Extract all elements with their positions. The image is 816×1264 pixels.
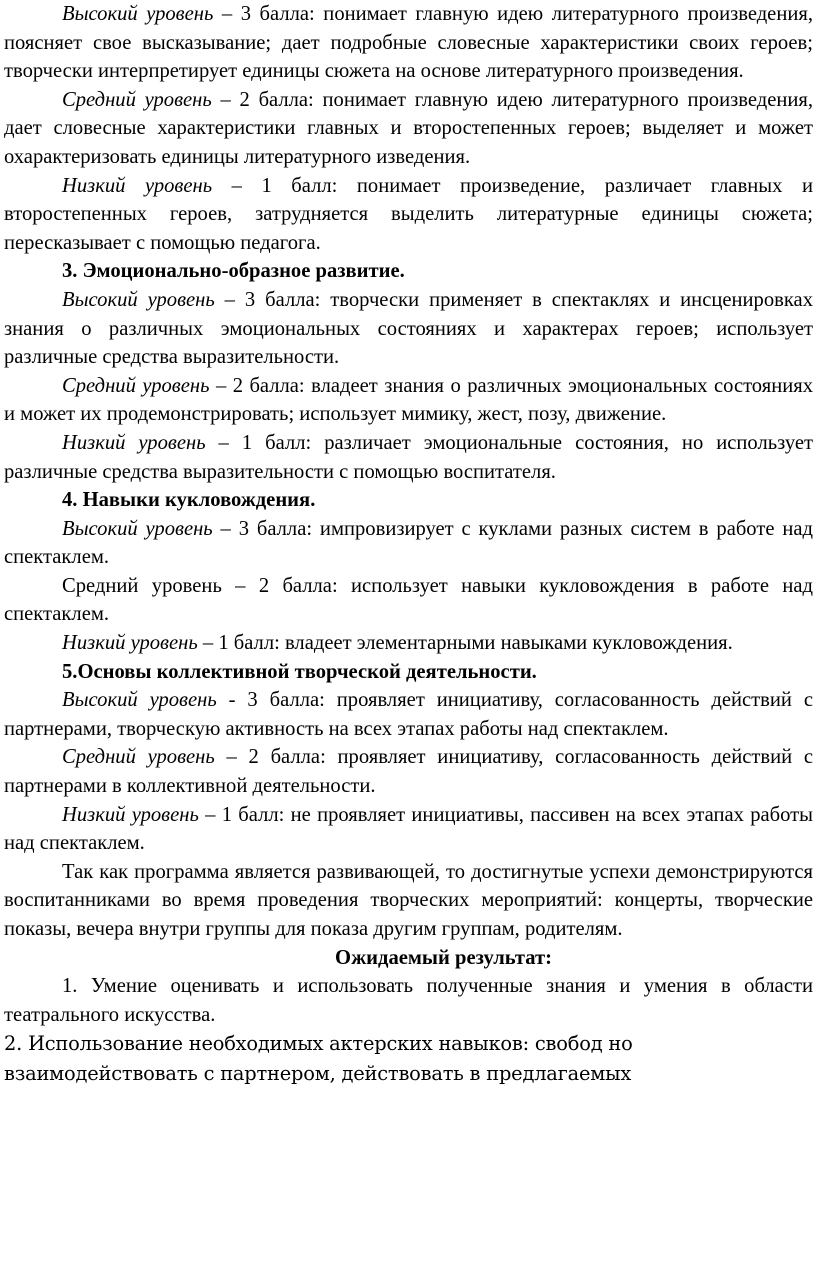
s2-mid-paragraph	[4, 86, 813, 172]
s4-low-paragraph	[4, 629, 813, 658]
section-3-heading: 3. Эмоционально-образное развитие.	[62, 260, 405, 283]
level-label: Высокий уровень	[62, 517, 213, 540]
level-description: – 1 балл: различает эмоциональные состояния, но использует различные средства выразительности с помощью воспитателя.	[4, 431, 813, 483]
s4-high-paragraph	[4, 515, 813, 572]
s2-low-paragraph	[4, 172, 813, 258]
s4-mid-paragraph	[4, 572, 813, 629]
level-description: – 2 балла: владеет знания о различных эмоциональных состояниях и может их продемонстрировать; использует мимику, жест, позу, движение.	[4, 374, 813, 426]
s5-high-paragraph	[4, 686, 813, 743]
s5-low-paragraph	[4, 801, 813, 858]
section-4-heading: 4. Навыки кукловождения.	[62, 489, 316, 512]
summary-paragraph: Так как программа является развивающей, то достигнутые успехи демонстрируются воспитанниками во время проведения творческих мероприятий: концерты, творческие показы, вечера внутри группы для показа другим группам, родителям.	[4, 860, 813, 940]
level-description: – 3 балла: импровизирует с куклами разных систем в работе над спектаклем.	[4, 517, 813, 569]
level-label: Низкий уровень	[62, 632, 198, 655]
level-label: Средний уровень	[62, 746, 215, 769]
level-description: Средний уровень – 2 балла: использует навыки кукловождения в работе над спектаклем.	[4, 574, 813, 626]
level-label: Высокий уровень	[62, 288, 215, 311]
level-description: – 1 балл: понимает произведение, различает главных и второстепенных героев, затрудняется выделить литературные единицы сюжета; пересказывает с помощью педагога.	[4, 174, 813, 254]
level-description: - 3 балла: проявляет инициативу, согласованность действий с партнерами, творческую активность на всех этапах работы над спектаклем.	[4, 689, 813, 740]
level-description: – 3 балла: творчески применяет в спектаклях и инсценировках знания о различных эмоциональных состояниях и характерах героев; использует различные средства выразительности.	[4, 288, 813, 369]
level-label: Низкий уровень	[62, 174, 213, 197]
s3-low-paragraph	[4, 429, 813, 486]
s3-high-paragraph	[4, 286, 813, 372]
level-label: Высокий уровень	[62, 3, 214, 25]
level-label: Низкий уровень	[62, 431, 206, 454]
s2-high-paragraph	[4, 0, 813, 86]
expected-item-2-line-1: 2. Использование необходимых актерских навыков: свобод но	[4, 1032, 633, 1056]
expected-result-heading: Ожидаемый результат:	[334, 946, 553, 969]
level-description: – 1 балл: владеет элементарными навыками кукловождения.	[197, 632, 733, 655]
level-description: – 2 балла: проявляет инициативу, согласованность действий с партнерами в коллективной деятельности.	[4, 746, 813, 798]
expected-item-2-line-2: взаимодействовать с партнером, действовать в предлагаемых	[4, 1062, 632, 1086]
s3-mid-paragraph	[4, 372, 813, 429]
level-description: – 1 балл: не проявляет инициативы, пассивен на всех этапах работы над спектаклем.	[4, 803, 813, 855]
level-label: Низкий уровень	[62, 803, 199, 826]
level-label: Высокий уровень	[62, 689, 217, 712]
level-label: Средний уровень	[62, 374, 210, 397]
s5-mid-paragraph	[4, 743, 813, 800]
level-description: – 3 балла: понимает главную идею литературного произведения, поясняет свое высказывание; дает подробные словесные характеристики своих героев; творчески интерпретирует единицы сюжета на основе литературного произведения.	[4, 3, 813, 83]
section-5-heading: 5.Основы коллективной творческой деятельности.	[62, 660, 537, 683]
level-description: – 2 балла: понимает главную идею литературного произведения, дает словесные характеристики главных и второстепенных героев; выделяет и может охарактеризовать единицы литературного изведения.	[4, 88, 813, 168]
level-label: Средний уровень	[62, 88, 212, 111]
expected-item-1: 1. Умение оценивать и использовать полученные знания и умения в области театрального искусства.	[4, 975, 813, 1026]
